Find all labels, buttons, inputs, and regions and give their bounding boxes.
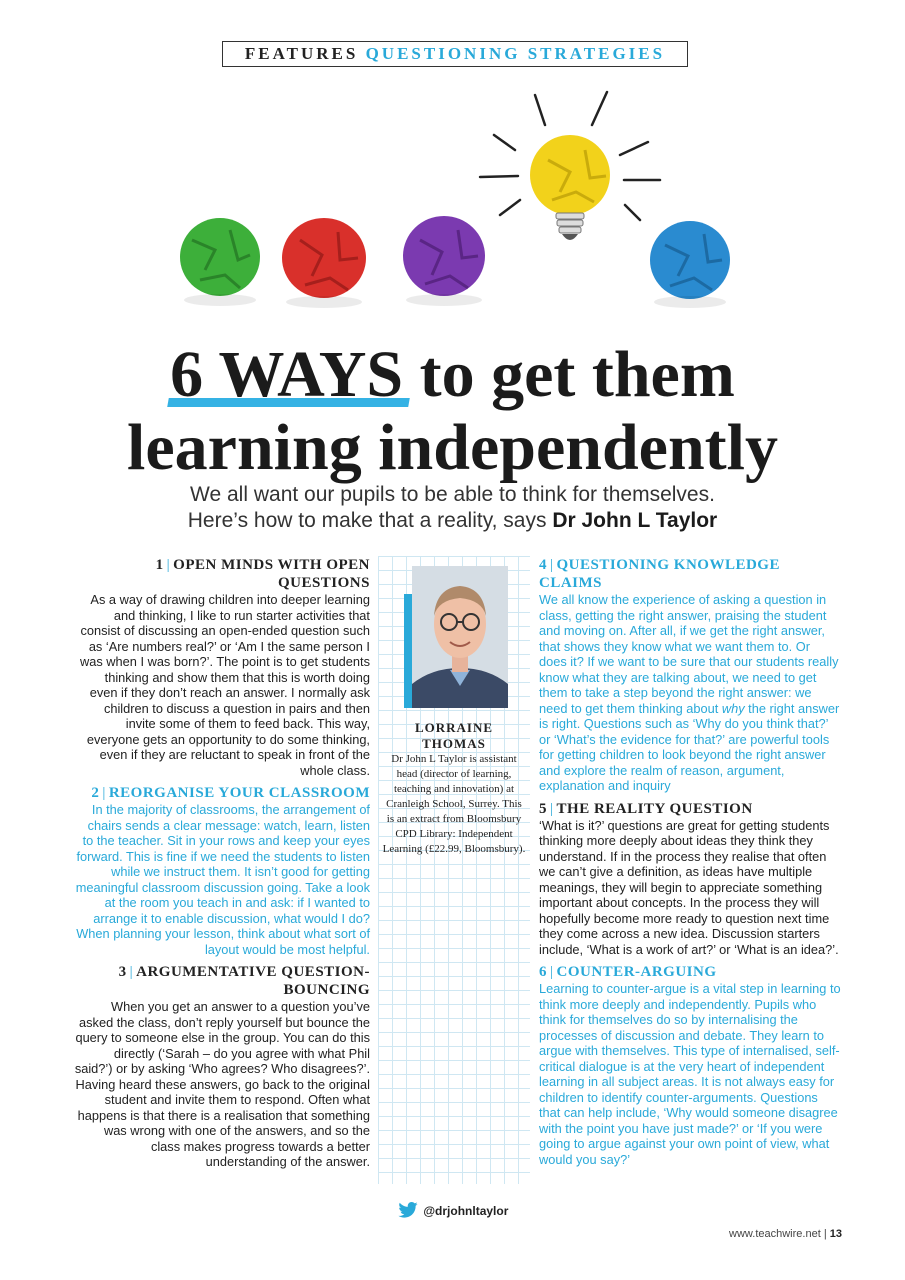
twitter-handle[interactable]: @drjohnltaylor [423,1204,509,1218]
section-title: REORGANISE YOUR CLASSROOM [108,785,370,801]
section-4-body-emphasis: why [721,700,745,716]
author-photo [412,566,508,708]
hero-illustration [0,80,905,340]
blue-paper-ball-icon [650,221,730,308]
section-5-heading: 5 | THE REALITY QUESTION [539,800,753,817]
section-4-body-b: the right answer is right. Questions such as ‘Why do you think that?’ or ‘What’s the evidence for that?’ are powerful tools for getting children to look beyond the right answer and explore the realm of reason, argument, explanation and inquiry [539,700,840,793]
section-label: FEATURES [244,44,359,63]
footer-url[interactable]: www.teachwire.net [729,1228,821,1240]
section-4-body [539,592,841,794]
headline-rest: to get them [403,338,735,411]
author-name: Dr John L Taylor [552,509,718,532]
section-6-heading: 6 | COUNTER-ARGUING [539,964,717,980]
section-1-heading: 1 | OPEN MINDS WITH OPEN QUESTIONS [155,557,370,591]
twitter-link[interactable] [398,1202,508,1220]
standfirst [0,482,905,534]
footer-separator: | [823,1228,827,1240]
bio-name-line-1: LORRAINE [414,720,494,735]
section-4-body-a: We all know the experience of asking a question in class, getting the right answer, praising the student and moving on. After all, if we get the right answer, that shows they know what we want them to. Or does it? If we want to be sure that our students really know what they are talking about, we need to get them to take a step beyond the right answer: we need to get them thinking about [539,592,839,716]
yellow-lightbulb-icon [530,135,610,240]
section-number: 1 [155,557,164,573]
section-title: OPEN MINDS WITH OPEN QUESTIONS [173,557,370,591]
bio-name [382,720,526,752]
section-3-heading: 3 | ARGUMENTATIVE QUESTION-BOUNCING [118,964,370,998]
section-3-body: When you get an answer to a question you’ve asked the class, don’t reply yourself but bounce the query to someone else in the group. You can do this directly (‘Sarah – do you agree with what Phil said?’) or by asking ‘Who agrees? Who disagrees?’. Having heard these answers, go back to the original student and invite them to respond. Often what happens is that there is a realisation that something was wrong with one of the answers, and so the class makes progress towards a better understanding of the answer. [74,999,370,1169]
section-title: COUNTER-ARGUING [556,964,717,980]
left-column [74,556,370,1176]
section-title: ARGUMENTATIVE QUESTION-BOUNCING [136,964,370,998]
section-1-body: As a way of drawing children into deeper learning and thinking, I like to run starter activities that consist of discussing an open-ended question such as ‘Are numbers real?’ or ‘Am I the same person I was when I was born?’. The point is to get students thinking and show them that this is worth doing even if they don’t reach an answer. I normally ask children to discuss a question in pairs and then invite some of them to feed back. This way, everyone gets an opportunity to do some thinking, even if they are reluctant to speak in front of the whole class. [80,592,370,778]
section-number: 3 [118,964,127,980]
purple-paper-ball-icon [403,216,485,306]
bio-text: Dr John L Taylor is assistant head (director of learning, teaching and innovation) at Cranleigh School, Surrey. This is an extract from Bloomsbury CPD Library: Independent Learning (£22.99, Bloomsbury). [382,753,526,855]
standfirst-line-1: We all want our pupils to be able to think for themselves. [190,483,715,506]
section-title: QUESTIONING KNOWLEDGE CLAIMS [539,557,780,591]
section-2-heading: 2 | REORGANISE YOUR CLASSROOM [91,785,370,801]
headline-highlight: 6 WAYS [170,335,403,415]
section-tag [222,41,688,67]
section-number: 4 [539,557,547,573]
standfirst-line-2 [0,508,905,534]
headline-line-1 [0,335,905,415]
section-number: 6 [539,964,547,980]
headline-line-2: learning independently [127,411,778,484]
standfirst-prefix: Here’s how to make that a reality, says [187,509,553,532]
section-number: 5 [539,800,547,817]
topic-label: QUESTIONING STRATEGIES [365,44,666,63]
page-number: 13 [829,1228,842,1240]
right-column [539,556,841,1173]
bio-name-line-2: THOMAS [422,736,486,751]
section-title: THE REALITY QUESTION [556,800,753,817]
section-5-body: ‘What is it?’ questions are great for getting students thinking more deeply about ideas they think they understand. If in the process they realise that often we can’t give a definition, as ideas have multiple meanings, they will begin to appreciate something important about concepts. In the process they will hopefully become more ready to question next time they come across a new idea. Discussion starters include, ‘What is a work of art?’ or ‘What is an idea?’. [539,817,839,957]
section-4-heading: 4 | QUESTIONING KNOWLEDGE CLAIMS [539,557,780,591]
page-footer [700,1228,842,1240]
twitter-bird-icon [398,1202,418,1218]
section-6-body: Learning to counter-argue is a vital step in learning to think more deeply and independently. Pupils who think for themselves do so by internalising the processes of discussion and debate. They learn to argue with themselves. This type of internalised, self-critical dialogue is at the very heart of independent learning in all subject areas. It is not always easy for children to identify counter-arguments. Questions that can help include, ‘Why would someone disagree with the point you have just made?’ or ‘If you were going to argue against your own point of view, what would you say?’ [539,981,841,1167]
section-2-body: In the majority of classrooms, the arrangement of chairs sends a clear message: watch, learn, listen to the teacher. Sit in your rows and keep your eyes forward. This is fine if we need the students to listen while we instruct them. It isn’t good for getting meaningful classroom discussion going. Take a look at the room you teach in and ask: if I wanted to arrange it to enable discussion, what would I do? When planning your lesson, think about what sort of layout would be most helpful. [75,802,370,957]
red-paper-ball-icon [282,218,366,308]
section-number: 2 [91,785,100,801]
green-paper-ball-icon [180,218,260,306]
